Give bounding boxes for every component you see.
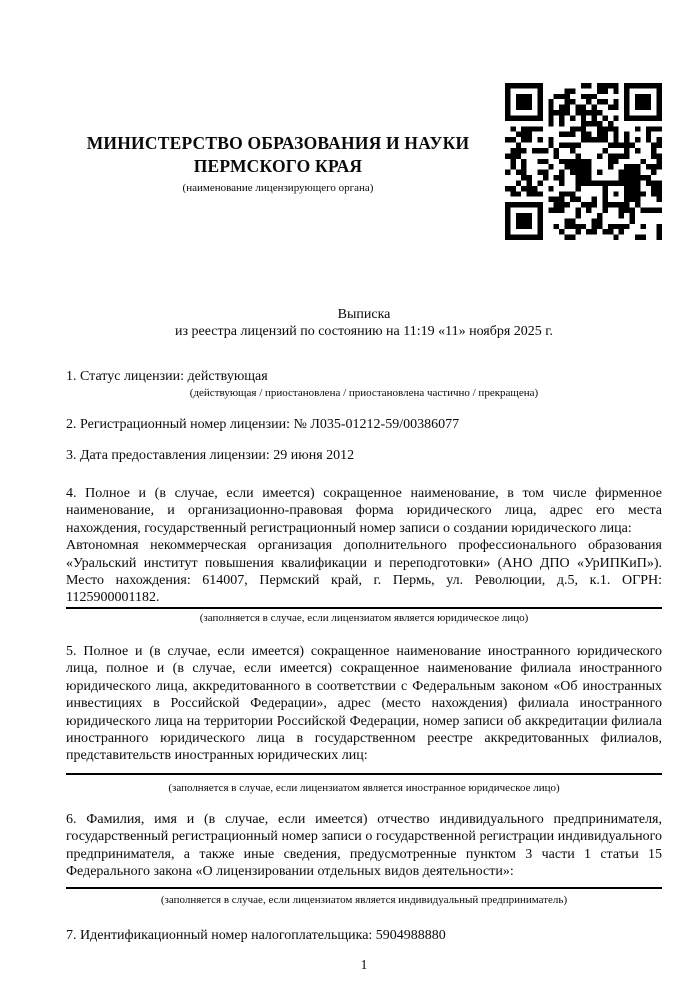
foreign-entity-caption: (заполняется в случае, если лицензиатом является иностранное юридическое лицо) <box>168 781 560 794</box>
document-title-block <box>66 306 662 341</box>
entrepreneur-fill-line <box>66 887 662 889</box>
extract-subtitle: из реестра лицензий по состоянию на 11:19 «11» ноября 2025 г. <box>175 324 553 340</box>
legal-entity-label: 4. Полное и (в случае, если имеется) сокращенное наименование, в том числе фирменное наименование, и организационно-правовая форма юридического лица, адрес его места нахождения, государственный регистрационный номер записи о создании юридического лица: <box>66 486 662 536</box>
entrepreneur-label: 6. Фамилия, имя и (в случае, если имеется) отчество индивидуального предпринимателя, государственный регистрационный номер записи о государственной регистрации индивидуального предпринимателя, а также иные сведения, предусмотренные пунктом 3 части 1 статьи 15 Федерального закона «О лицензировании отдельных видов деятельности»: <box>66 811 662 879</box>
grant-date-item: 3. Дата предоставления лицензии: 29 июня 2012 <box>66 447 355 463</box>
license-status-options-caption: (действующая / приостановлена / приостановлена частично / прекращена) <box>189 387 539 400</box>
issuing-authority-header <box>66 132 490 195</box>
qr-code <box>505 83 662 240</box>
foreign-entity-label: 5. Полное и (в случае, если имеется) сокращенное наименование иностранного юридического лица, полное и (в случае, если имеется) сокращенное наименование филиала иностранного юридического лица, аккредитованного в соответствии с Федеральным законом «Об иностранных инвестициях в Российской Федерации», адрес (место нахождения) филиала иностранного юридического лица на территории Российской Федерации, номер записи об аккредитации филиала иностранного юридического лица в государственном реестре аккредитованных филиалов, представительств иностранных юридических лиц: <box>66 643 662 764</box>
licensing-authority-caption: (наименование лицензирующего органа) <box>182 182 374 194</box>
ministry-name-line2: ПЕРМСКОГО КРАЯ <box>193 156 363 176</box>
page-number: 1 <box>360 956 368 972</box>
license-status-item: 1. Статус лицензии: действующая <box>66 368 268 384</box>
foreign-entity-fill-line <box>66 773 662 775</box>
ministry-name-line1: МИНИСТЕРСТВО ОБРАЗОВАНИЯ И НАУКИ <box>86 133 470 153</box>
entrepreneur-caption: (заполняется в случае, если лицензиатом является индивидуальный предприниматель) <box>160 894 568 907</box>
legal-entity-caption: (заполняется в случае, если лицензиатом является юридическое лицо) <box>199 611 529 624</box>
inn-item: 7. Идентификационный номер налогоплательщика: 5904988880 <box>66 928 446 944</box>
legal-entity-fill-line <box>66 607 662 609</box>
extract-title: Выписка <box>337 307 391 322</box>
legal-entity-value: Автономная некоммерческая организация дополнительного профессионального образования «Уральский институт повышения квалификации и переподготовки» (АНО ДПО «УрИПКиП»). Место нахождения: 614007, Пермский край, г. Пермь, ул. Революции, д.5, к.1. ОГРН: 1125900001182. <box>66 538 662 606</box>
registration-number-item: 2. Регистрационный номер лицензии: № Л035-01212-59/00386077 <box>66 417 460 433</box>
